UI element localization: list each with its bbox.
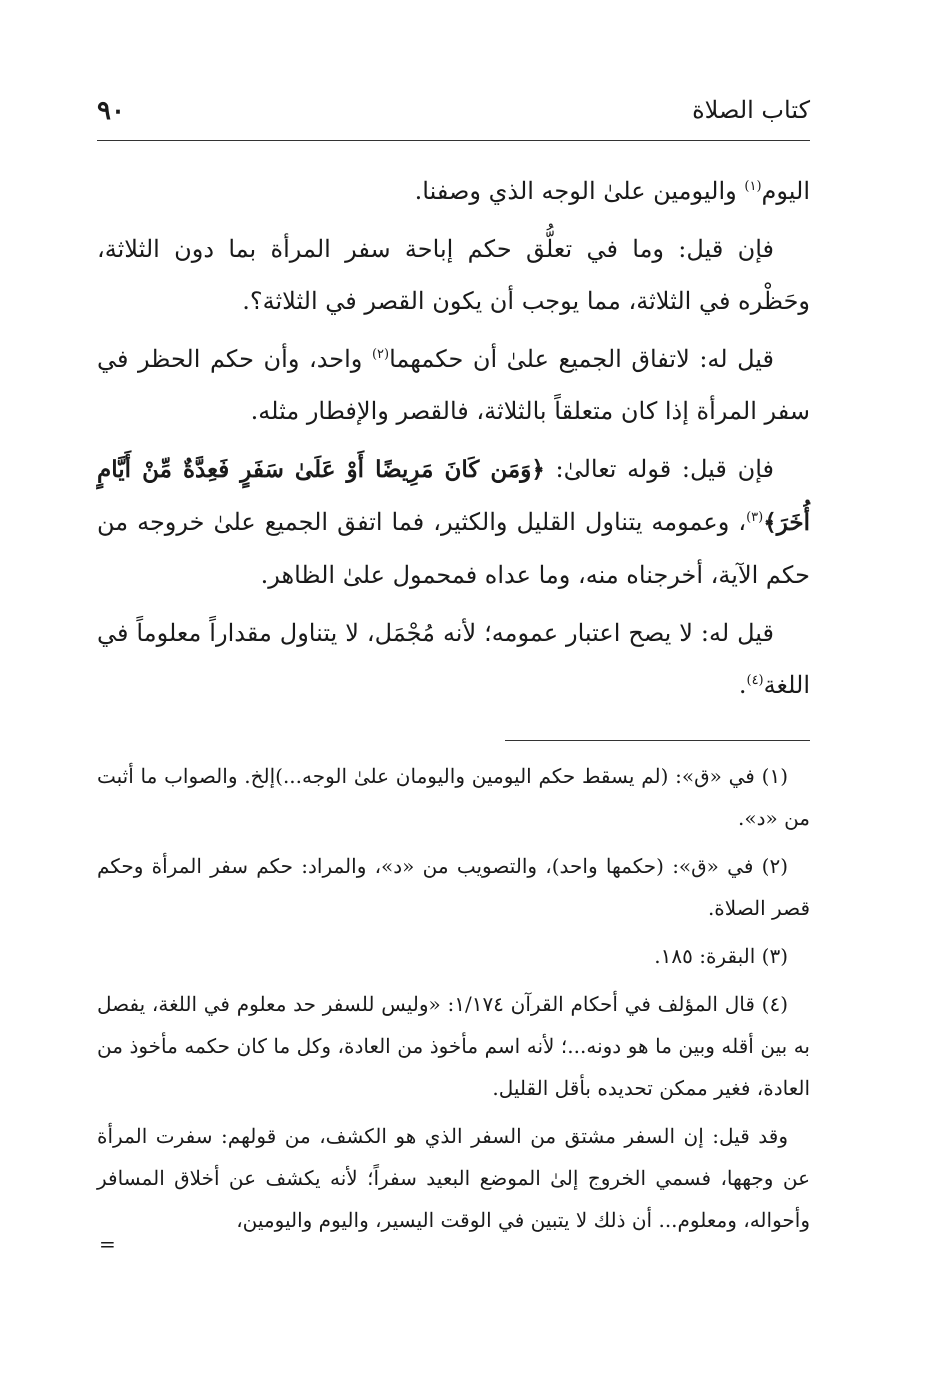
footnote-divider xyxy=(505,740,810,741)
page-number: ٩٠ xyxy=(97,96,125,126)
quran-verse: ﴿وَمَن كَانَ مَرِيضًا أَوْ عَلَىٰ سَفَرٍ فَعِدَّةٌ مِّنْ أَيَّامٍ أُخَرَ﴾ xyxy=(97,456,810,536)
continuation-mark: = xyxy=(99,1232,116,1256)
footnote-ref-2: (٢) xyxy=(371,347,390,362)
footnote-3: (٣) البقرة: ١٨٥. xyxy=(654,944,788,968)
footnote-2: (٢) في «ق»: (حكمها واحد)، والتصويب من «د»، والمراد: حكم سفر المرأة وحكم قصر الصلاة. xyxy=(97,854,810,920)
footnote-4-continued: وقد قيل: إن السفر مشتق من السفر الذي هو الكشف، من قولهم: سفرت المرأة عن وجهها، فسمي الخروج إلىٰ الموضع البعيد سفراً؛ لأنه يكشف عن أخلاق المسافر وأحواله، ومعلوم... أن ذلك لا يتبين في الوقت اليسير، واليوم واليومين، xyxy=(97,1124,810,1232)
footnote-ref-3: (٣) xyxy=(746,510,764,525)
main-text xyxy=(97,165,810,717)
header-divider xyxy=(97,140,810,141)
paragraph-2: فإن قيل: وما في تعلُّق حكم إباحة سفر المرأة بما دون الثلاثة، وحَظْره في الثلاثة، مما يوجب أن يكون القصر في الثلاثة؟. xyxy=(97,235,810,315)
footnotes xyxy=(97,755,810,1247)
paragraph-1: اليوم$^{(١)}$ واليومين علىٰ الوجه الذي وصفنا. xyxy=(414,177,810,205)
footnote-ref-1: (١) xyxy=(744,179,762,194)
chapter-title: كتاب الصلاة xyxy=(692,96,810,124)
footnote-ref-4: (٤) xyxy=(746,673,764,688)
paragraph-4: فإن قيل: قوله تعالىٰ: ﴿وَمَن كَانَ مَرِيضًا أَوْ عَلَىٰ سَفَرٍ فَعِدَّةٌ مِّنْ أَيَّامٍ أُخَرَ﴾$^{(٣)}$، وعمومه يتناول القليل والكثير، فما اتفق الجميع علىٰ خروجه من حكم الآية، أخرجناه منه، وما عداه فمحمول علىٰ الظاهر. xyxy=(97,455,810,589)
paragraph-5: قيل له: لا يصح اعتبار عمومه؛ لأنه مُجْمَل، لا يتناول مقداراً معلوماً في اللغة$^{(٤)}$. xyxy=(97,619,810,699)
page-header xyxy=(97,96,810,136)
footnote-1: (١) في «ق»: (لم يسقط حكم اليومين واليومان علىٰ الوجه...)إلخ. والصواب ما أثبت من «د». xyxy=(97,764,810,830)
footnote-4: (٤) قال المؤلف في أحكام القرآن ١/١٧٤: «وليس للسفر حد معلوم في اللغة، يفصل به بين أقله وبين ما هو دونه...؛ لأنه اسم مأخوذ من العادة، وكل ما كان حكمه مأخوذ من العادة، فغير ممكن تحديده بأقل القليل. xyxy=(97,992,810,1100)
paragraph-3: قيل له: لاتفاق الجميع علىٰ أن حكمهما$^{(٢)}$ واحد، وأن حكم الحظر في سفر المرأة إذا كان متعلقاً بالثلاثة، فالقصر والإفطار مثله. xyxy=(97,345,810,425)
